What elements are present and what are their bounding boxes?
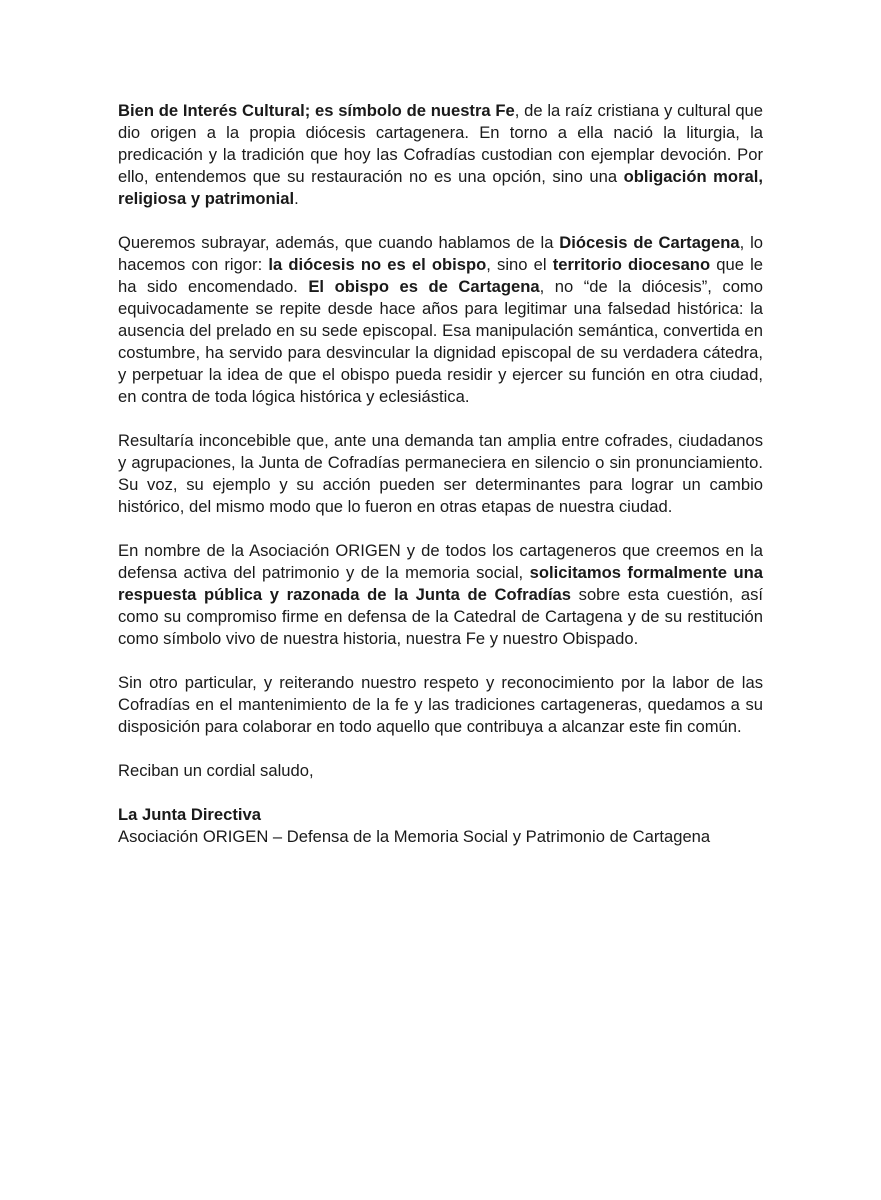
bold-phrase: la diócesis no es el obispo bbox=[268, 255, 487, 274]
text-run: , no “de la diócesis”, como equivocadamente se repite desde hace años para legitimar una falsedad histórica: la ausencia del prelado en su sede episcopal. Esa manipulación semántica, convertida en costumbre, ha servido para desvincular la dignidad episcopal de su verdadera cátedra, y perpetuar la idea de que el obispo pueda residir y ejercer su función en otra ciudad, en contra de toda lógica histórica y eclesiástica. bbox=[118, 277, 763, 406]
paragraph-diocese bbox=[118, 232, 763, 408]
paragraph-heritage bbox=[118, 100, 763, 210]
text-run: En nombre de la Asociación ORIGEN y de todos los cartageneros que creemos en la defensa activa del patrimonio y de la memoria social, bbox=[118, 541, 763, 582]
bold-phrase: Bien de Interés Cultural; es símbolo de nuestra Fe bbox=[118, 101, 515, 120]
bold-phrase: obligación moral, religiosa y patrimonial bbox=[118, 167, 763, 208]
text-run: , sino el bbox=[486, 255, 553, 274]
signature-block bbox=[118, 804, 763, 848]
signatory: La Junta Directiva bbox=[118, 805, 261, 824]
letter-body bbox=[118, 100, 763, 870]
paragraph-junta: Resultaría inconcebible que, ante una demanda tan amplia entre cofrades, ciudadanos y agrupaciones, la Junta de Cofradías permaneciera en silencio o sin pronunciamiento. Su voz, su ejemplo y su acción pueden ser determinantes para lograr un cambio histórico, del mismo modo que lo fueron en otras etapas de nuestra ciudad. bbox=[118, 431, 763, 516]
text-run: Queremos subrayar, además, que cuando hablamos de la bbox=[118, 233, 560, 252]
organization-name: Asociación ORIGEN – Defensa de la Memoria Social y Patrimonio de Cartagena bbox=[118, 827, 711, 846]
greeting: Reciban un cordial saludo, bbox=[118, 761, 314, 780]
text-run: , de la raíz cristiana y cultural que dio origen a la propia diócesis cartagenera. En torno a ella nació la liturgia, la predicación y la tradición que hoy las Cofradías custodian con ejemplar devoción. Por ello, entendemos que su restauración no es una opción, sino una bbox=[118, 101, 764, 186]
text-run: . bbox=[294, 189, 299, 208]
paragraph-closing: Sin otro particular, y reiterando nuestro respeto y reconocimiento por la labor de las Cofradías en el mantenimiento de la fe y las tradiciones cartageneras, quedamos a su disposición para colaborar en todo aquello que contribuya a alcanzar este fin común. bbox=[118, 673, 763, 736]
text-run: , lo hacemos con rigor: bbox=[118, 233, 763, 274]
bold-phrase: El obispo es de Cartagena bbox=[308, 277, 540, 296]
bold-phrase: Diócesis de Cartagena bbox=[559, 233, 740, 252]
bold-phrase: territorio diocesano bbox=[552, 255, 711, 274]
text-run: sobre esta cuestión, así como su compromiso firme en defensa de la Catedral de Cartagena y de su restitución como símbolo vivo de nuestra historia, nuestra Fe y nuestro Obispado. bbox=[118, 585, 763, 648]
bold-phrase: solicitamos formalmente una respuesta pública y razonada de la Junta de Cofradías bbox=[118, 563, 763, 604]
text-run: que le ha sido encomendado. bbox=[118, 255, 763, 296]
paragraph-request bbox=[118, 540, 763, 650]
